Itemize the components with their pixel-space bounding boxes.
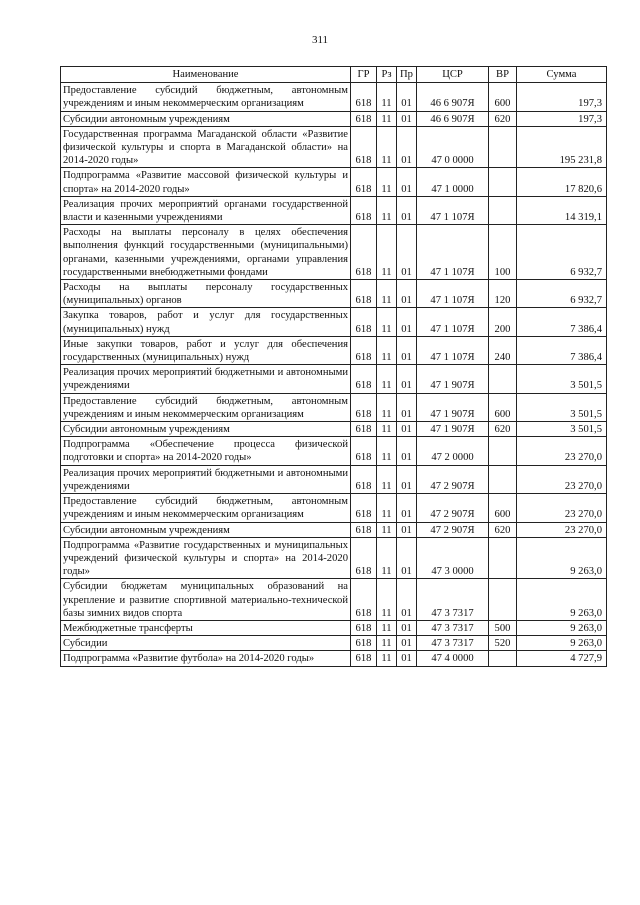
cell-vr: 620 [489, 522, 517, 537]
cell-vr [489, 465, 517, 493]
header-gr: ГР [351, 67, 377, 83]
cell-pr: 01 [397, 336, 417, 364]
cell-csr: 47 1 107Я [417, 280, 489, 308]
cell-vr: 600 [489, 83, 517, 111]
cell-csr: 47 3 7317 [417, 636, 489, 651]
cell-rz: 11 [377, 393, 397, 421]
cell-sum: 3 501,5 [517, 422, 607, 437]
cell-rz: 11 [377, 522, 397, 537]
cell-csr: 47 4 0000 [417, 651, 489, 666]
cell-gr: 618 [351, 522, 377, 537]
cell-rz: 11 [377, 365, 397, 393]
cell-csr: 47 1 0000 [417, 168, 489, 196]
cell-gr: 618 [351, 196, 377, 224]
cell-vr: 520 [489, 636, 517, 651]
cell-sum: 4 727,9 [517, 651, 607, 666]
cell-pr: 01 [397, 308, 417, 336]
table-row [61, 111, 607, 126]
cell-sum: 3 501,5 [517, 393, 607, 421]
cell-rz: 11 [377, 126, 397, 168]
cell-pr: 01 [397, 636, 417, 651]
cell-pr: 01 [397, 651, 417, 666]
page-number: 311 [311, 34, 329, 46]
cell-name: Закупка товаров, работ и услуг для государственных (муниципальных) нужд [61, 308, 351, 336]
cell-sum: 7 386,4 [517, 336, 607, 364]
table-row [61, 651, 607, 666]
cell-csr: 47 1 907Я [417, 422, 489, 437]
cell-gr: 618 [351, 393, 377, 421]
cell-rz: 11 [377, 636, 397, 651]
cell-gr: 618 [351, 494, 377, 522]
cell-rz: 11 [377, 579, 397, 621]
cell-rz: 11 [377, 537, 397, 579]
cell-name: Расходы на выплаты персоналу в целях обеспечения выполнения функций государственными (муниципальными) органами, казенными учреждениями, органами управления государственными внебюджетными фондами [61, 225, 351, 280]
table-row [61, 522, 607, 537]
cell-name: Реализация прочих мероприятий бюджетными и автономными учреждениями [61, 465, 351, 493]
table-row [61, 225, 607, 280]
cell-csr: 47 2 0000 [417, 437, 489, 465]
cell-pr: 01 [397, 620, 417, 635]
cell-rz: 11 [377, 168, 397, 196]
cell-csr: 47 1 907Я [417, 365, 489, 393]
cell-name: Подпрограмма «Развитие футбола» на 2014-2020 годы» [61, 651, 351, 666]
cell-sum: 23 270,0 [517, 465, 607, 493]
cell-sum: 197,3 [517, 83, 607, 111]
budget-table [60, 66, 607, 667]
cell-gr: 618 [351, 308, 377, 336]
cell-name: Расходы на выплаты персоналу государственных (муниципальных) органов [61, 280, 351, 308]
cell-rz: 11 [377, 494, 397, 522]
cell-sum: 17 820,6 [517, 168, 607, 196]
table-header-row [61, 67, 607, 83]
cell-gr: 618 [351, 437, 377, 465]
header-pr: Пр [397, 67, 417, 83]
cell-csr: 47 2 907Я [417, 494, 489, 522]
cell-gr: 618 [351, 422, 377, 437]
cell-vr [489, 579, 517, 621]
cell-pr: 01 [397, 579, 417, 621]
cell-rz: 11 [377, 620, 397, 635]
cell-rz: 11 [377, 308, 397, 336]
cell-rz: 11 [377, 280, 397, 308]
cell-gr: 618 [351, 83, 377, 111]
table-row [61, 126, 607, 168]
cell-vr: 620 [489, 111, 517, 126]
cell-csr: 47 3 7317 [417, 579, 489, 621]
cell-pr: 01 [397, 365, 417, 393]
table-row [61, 537, 607, 579]
cell-pr: 01 [397, 522, 417, 537]
cell-sum: 197,3 [517, 111, 607, 126]
cell-vr: 200 [489, 308, 517, 336]
cell-rz: 11 [377, 111, 397, 126]
cell-csr: 47 3 0000 [417, 537, 489, 579]
cell-name: Субсидии [61, 636, 351, 651]
table-row [61, 636, 607, 651]
table-body [61, 83, 607, 666]
cell-sum: 9 263,0 [517, 620, 607, 635]
cell-gr: 618 [351, 579, 377, 621]
table-row [61, 336, 607, 364]
cell-vr [489, 537, 517, 579]
cell-csr: 47 3 7317 [417, 620, 489, 635]
table-row [61, 437, 607, 465]
cell-csr: 47 1 107Я [417, 308, 489, 336]
cell-vr: 500 [489, 620, 517, 635]
cell-pr: 01 [397, 393, 417, 421]
cell-name: Подпрограмма «Развитие массовой физической культуры и спорта» на 2014-2020 годы» [61, 168, 351, 196]
cell-gr: 618 [351, 537, 377, 579]
cell-name: Предоставление субсидий бюджетным, автономным учреждениям и иным некоммерческим организациям [61, 393, 351, 421]
cell-vr: 120 [489, 280, 517, 308]
cell-rz: 11 [377, 422, 397, 437]
cell-pr: 01 [397, 537, 417, 579]
cell-pr: 01 [397, 111, 417, 126]
table-row [61, 83, 607, 111]
cell-rz: 11 [377, 651, 397, 666]
cell-gr: 618 [351, 465, 377, 493]
cell-sum: 23 270,0 [517, 522, 607, 537]
cell-vr [489, 651, 517, 666]
header-rz: Рз [377, 67, 397, 83]
cell-gr: 618 [351, 225, 377, 280]
cell-vr: 600 [489, 494, 517, 522]
cell-sum: 7 386,4 [517, 308, 607, 336]
cell-gr: 618 [351, 620, 377, 635]
cell-pr: 01 [397, 422, 417, 437]
cell-csr: 47 2 907Я [417, 522, 489, 537]
header-vr: ВР [489, 67, 517, 83]
cell-pr: 01 [397, 437, 417, 465]
cell-rz: 11 [377, 83, 397, 111]
table-row [61, 579, 607, 621]
cell-rz: 11 [377, 196, 397, 224]
cell-csr: 47 1 107Я [417, 225, 489, 280]
table-row [61, 308, 607, 336]
cell-pr: 01 [397, 225, 417, 280]
cell-sum: 195 231,8 [517, 126, 607, 168]
cell-pr: 01 [397, 196, 417, 224]
cell-pr: 01 [397, 465, 417, 493]
cell-sum: 3 501,5 [517, 365, 607, 393]
cell-sum: 6 932,7 [517, 280, 607, 308]
cell-vr: 240 [489, 336, 517, 364]
cell-sum: 14 319,1 [517, 196, 607, 224]
cell-sum: 9 263,0 [517, 537, 607, 579]
cell-gr: 618 [351, 651, 377, 666]
cell-pr: 01 [397, 168, 417, 196]
cell-gr: 618 [351, 280, 377, 308]
cell-vr: 620 [489, 422, 517, 437]
header-name: Наименование [61, 67, 351, 83]
cell-gr: 618 [351, 111, 377, 126]
cell-gr: 618 [351, 126, 377, 168]
cell-rz: 11 [377, 465, 397, 493]
table-row [61, 494, 607, 522]
cell-rz: 11 [377, 225, 397, 280]
cell-gr: 618 [351, 636, 377, 651]
cell-sum: 23 270,0 [517, 494, 607, 522]
cell-vr: 600 [489, 393, 517, 421]
cell-name: Иные закупки товаров, работ и услуг для обеспечения государственных (муниципальных) нужд [61, 336, 351, 364]
cell-gr: 618 [351, 365, 377, 393]
cell-name: Субсидии автономным учреждениям [61, 522, 351, 537]
header-csr: ЦСР [417, 67, 489, 83]
table-row [61, 168, 607, 196]
cell-name: Государственная программа Магаданской области «Развитие физической культуры и спорта в Магаданской области» на 2014-2020 годы» [61, 126, 351, 168]
table-row [61, 620, 607, 635]
cell-csr: 47 2 907Я [417, 465, 489, 493]
cell-pr: 01 [397, 280, 417, 308]
cell-vr [489, 437, 517, 465]
cell-pr: 01 [397, 126, 417, 168]
cell-name: Предоставление субсидий бюджетным, автономным учреждениям и иным некоммерческим организациям [61, 494, 351, 522]
cell-name: Субсидии автономным учреждениям [61, 422, 351, 437]
cell-name: Межбюджетные трансферты [61, 620, 351, 635]
cell-pr: 01 [397, 83, 417, 111]
table-row [61, 422, 607, 437]
cell-sum: 23 270,0 [517, 437, 607, 465]
table-row [61, 365, 607, 393]
cell-name: Субсидии автономным учреждениям [61, 111, 351, 126]
cell-name: Субсидии бюджетам муниципальных образований на укрепление и развитие спортивной материально-технической базы зимних видов спорта [61, 579, 351, 621]
cell-name: Предоставление субсидий бюджетным, автономным учреждениям и иным некоммерческим организациям [61, 83, 351, 111]
cell-rz: 11 [377, 437, 397, 465]
cell-sum: 9 263,0 [517, 636, 607, 651]
cell-name: Реализация прочих мероприятий бюджетными и автономными учреждениями [61, 365, 351, 393]
cell-csr: 46 6 907Я [417, 111, 489, 126]
table-row [61, 280, 607, 308]
cell-name: Реализация прочих мероприятий органами государственной власти и казенными учреждениями [61, 196, 351, 224]
cell-vr: 100 [489, 225, 517, 280]
cell-vr [489, 126, 517, 168]
cell-csr: 47 1 107Я [417, 196, 489, 224]
cell-sum: 9 263,0 [517, 579, 607, 621]
cell-csr: 47 0 0000 [417, 126, 489, 168]
table-row [61, 465, 607, 493]
cell-gr: 618 [351, 168, 377, 196]
cell-name: Подпрограмма «Развитие государственных и муниципальных учреждений физической культуры и спорта» на 2014-2020 годы» [61, 537, 351, 579]
cell-rz: 11 [377, 336, 397, 364]
cell-gr: 618 [351, 336, 377, 364]
cell-pr: 01 [397, 494, 417, 522]
header-sum: Сумма [517, 67, 607, 83]
cell-sum: 6 932,7 [517, 225, 607, 280]
cell-vr [489, 365, 517, 393]
cell-csr: 47 1 107Я [417, 336, 489, 364]
cell-csr: 47 1 907Я [417, 393, 489, 421]
table-row [61, 393, 607, 421]
cell-vr [489, 168, 517, 196]
table-row [61, 196, 607, 224]
cell-vr [489, 196, 517, 224]
cell-name: Подпрограмма «Обеспечение процесса физической подготовки и спорта» на 2014-2020 годы» [61, 437, 351, 465]
cell-csr: 46 6 907Я [417, 83, 489, 111]
